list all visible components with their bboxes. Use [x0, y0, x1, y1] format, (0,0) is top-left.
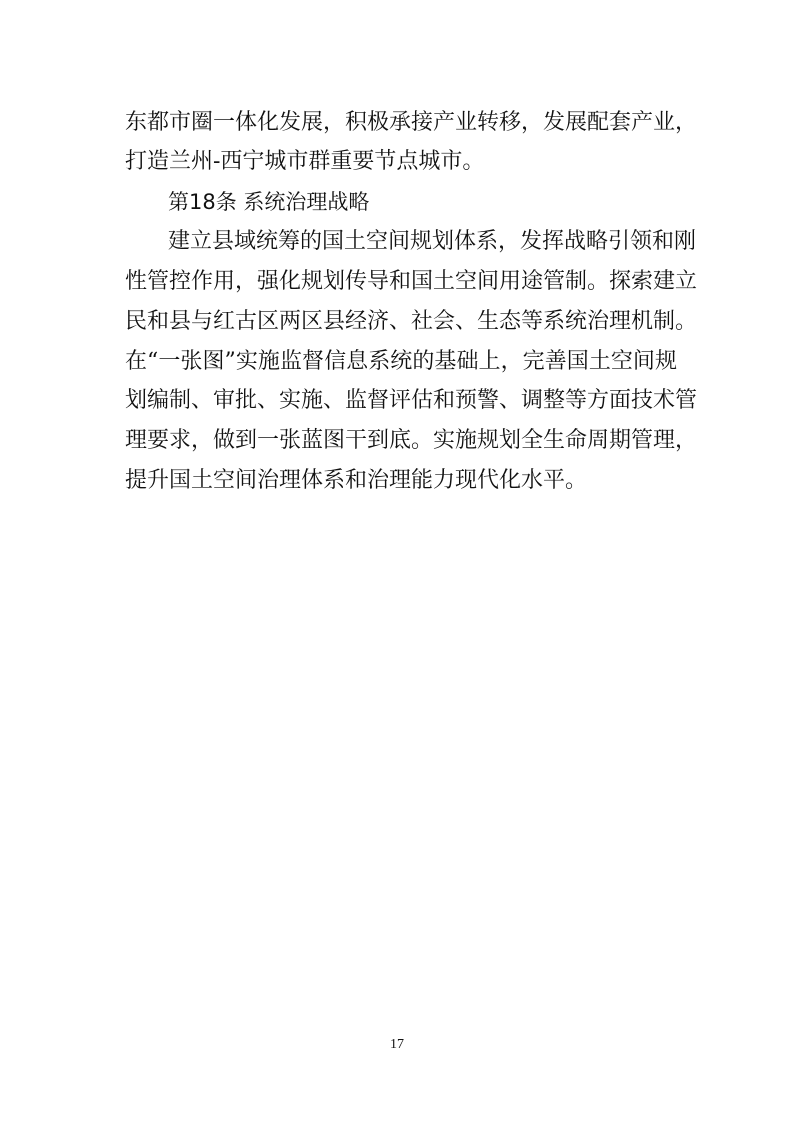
paragraph-line-2: 性管控作用，强化规划传导和国土空间用途管制。探索建立: [125, 269, 698, 294]
section-heading: 第18条 系统治理战略: [168, 190, 370, 214]
continuation-line-1: 东都市圈一体化发展，积极承接产业转移，发展配套产业，: [125, 110, 698, 135]
paragraph-line-3: 民和县与红古区两区县经济、社会、生态等系统治理机制。: [125, 309, 698, 334]
page-number: 17: [390, 1037, 404, 1052]
paragraph-line-4: 在“一张图”实施监督信息系统的基础上，完善国土空间规: [125, 349, 677, 374]
paragraph-line-7: 提升国土空间治理体系和治理能力现代化水平。: [125, 468, 588, 493]
paragraph-line-6: 理要求，做到一张蓝图干到底。实施规划全生命周期管理，: [125, 428, 698, 453]
paragraph-line-5: 划编制、审批、实施、监督评估和预警、调整等方面技术管: [125, 388, 698, 413]
paragraph-line-1: 建立县域统筹的国土空间规划体系，发挥战略引领和刚: [168, 229, 697, 254]
continuation-line-2: 打造兰州-西宁城市群重要节点城市。: [125, 149, 485, 174]
